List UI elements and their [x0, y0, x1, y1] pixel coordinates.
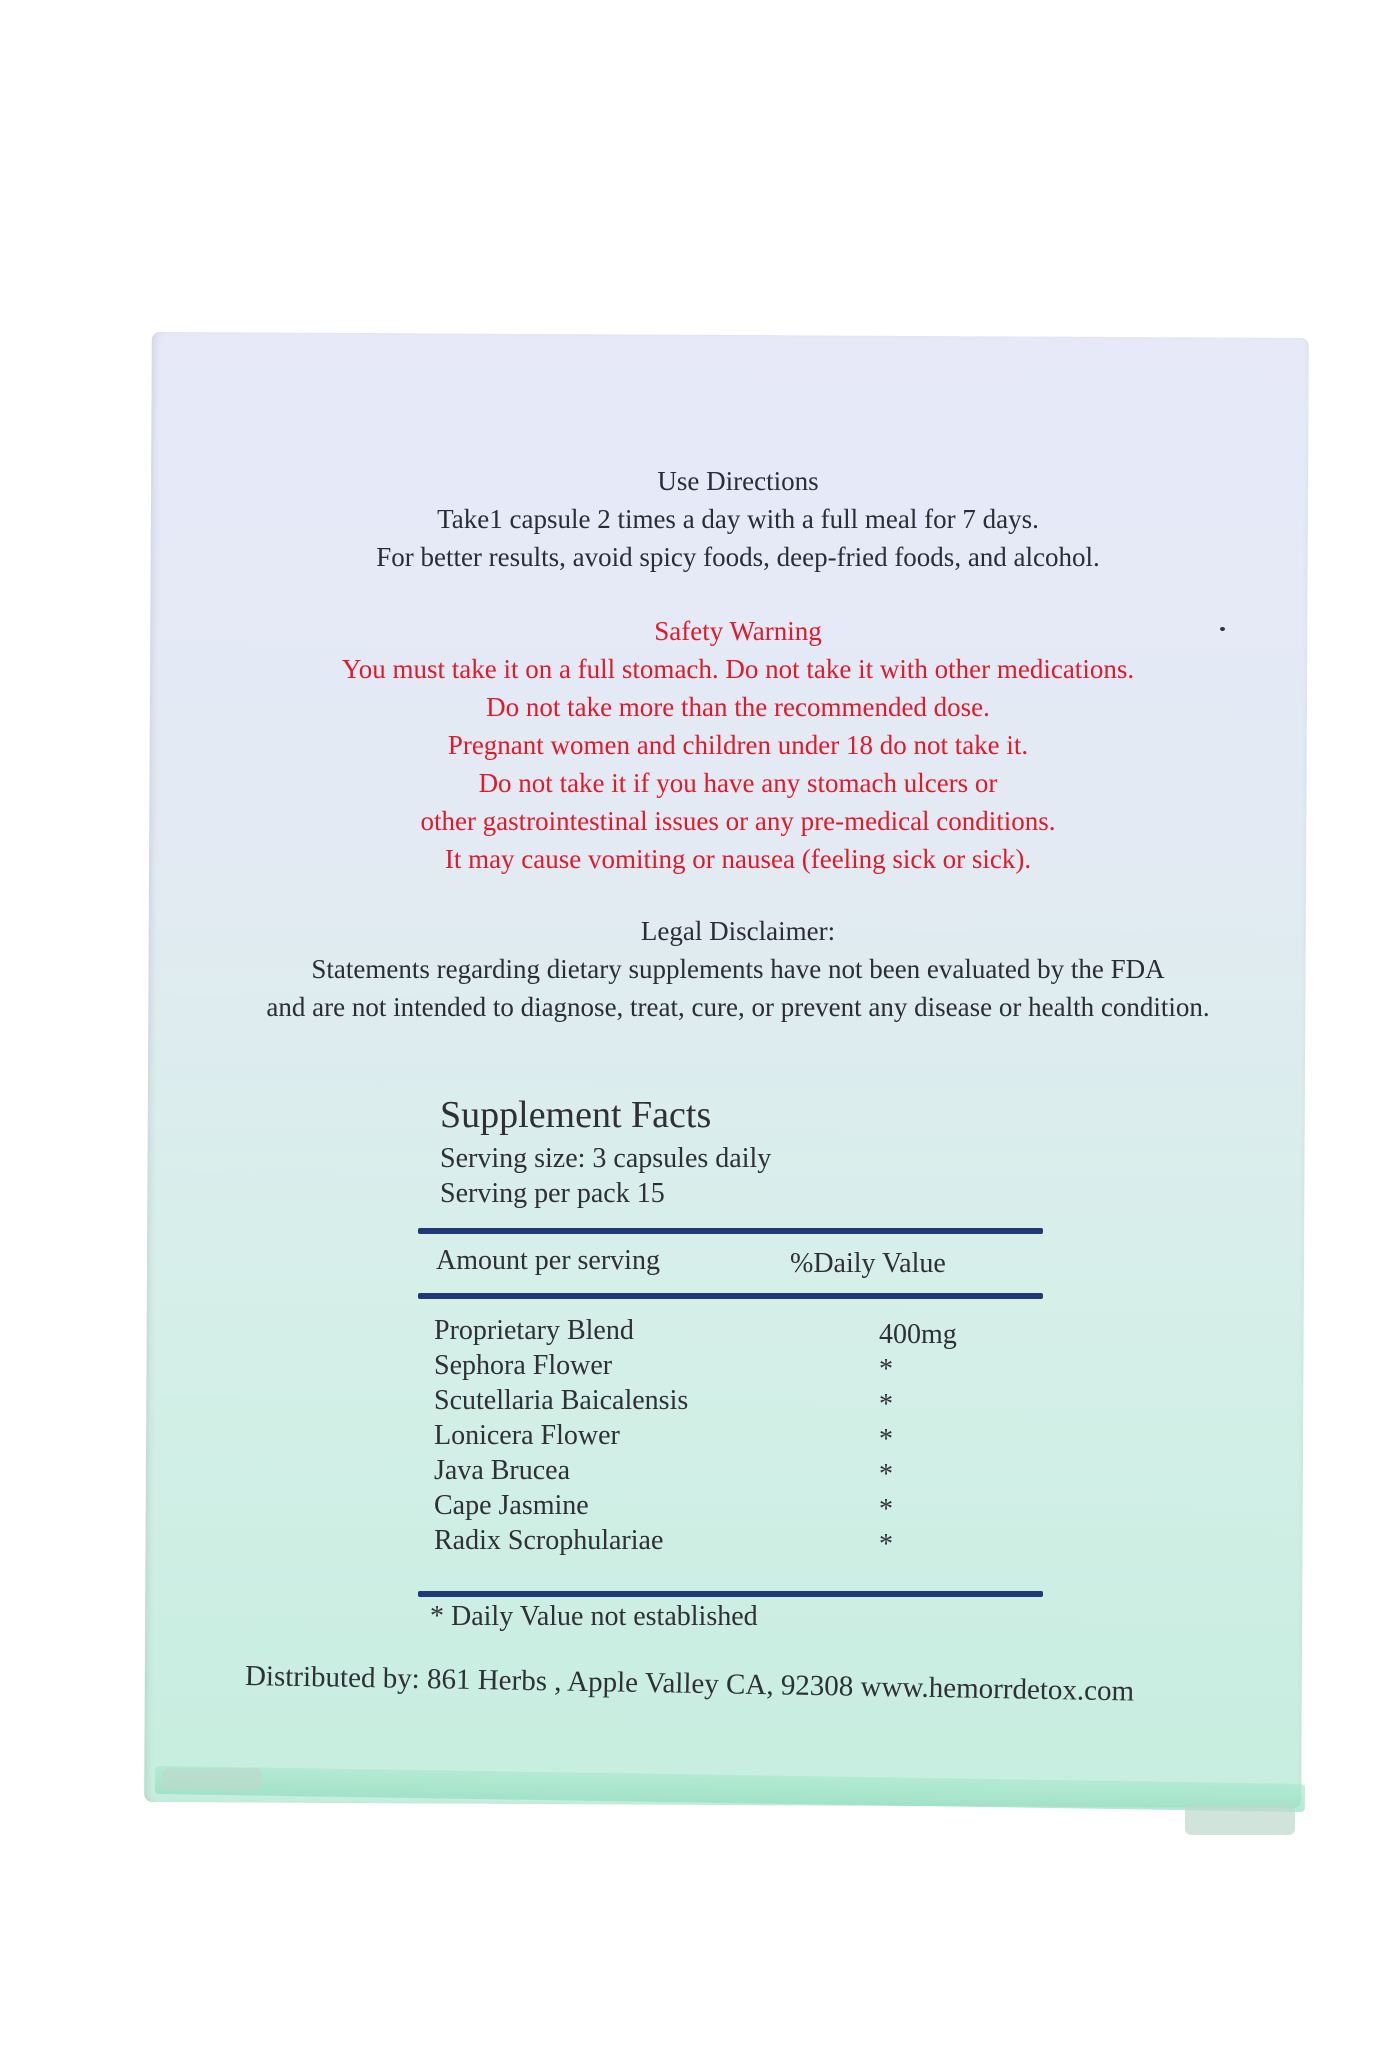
ingredient-value: *	[879, 1494, 893, 1525]
ingredient-name: Java Brucea	[434, 1455, 571, 1486]
daily-value-footnote: * Daily Value not established	[430, 1601, 758, 1632]
facts-rule-top	[418, 1228, 1043, 1234]
ingredient-name: Cape Jasmine	[434, 1490, 589, 1521]
ingredient-name: Sephora Flower	[434, 1350, 613, 1381]
ingredient-row	[434, 1525, 1034, 1560]
ingredient-value: 400mg	[879, 1319, 957, 1350]
legal-line: Statements regarding dietary supplements have not been evaluated by the FDA	[311, 954, 1165, 984]
ingredient-row	[434, 1385, 1034, 1420]
directions-line: For better results, avoid spicy foods, deep-fried foods, and alcohol.	[376, 542, 1100, 572]
legal-line: and are not intended to diagnose, treat, cure, or prevent any disease or health condition.	[266, 992, 1210, 1022]
facts-rule-middle	[418, 1293, 1043, 1299]
warning-line: Pregnant women and children under 18 do not take it.	[447, 730, 1029, 760]
warning-line: Do not take it if you have any stomach ulcers or	[478, 768, 998, 798]
ingredient-name: Proprietary Blend	[434, 1315, 634, 1346]
safety-warning-heading: Safety Warning	[654, 616, 822, 646]
ingredient-value: *	[879, 1424, 893, 1455]
safety-warning-section	[148, 612, 1328, 878]
distributor-info: Distributed by: 861 Herbs , Apple Valley CA, 92308 www.hemorrdetox.com	[244, 1660, 1135, 1708]
box-foot-right	[1185, 1805, 1295, 1835]
warning-line: You must take it on a full stomach. Do not take it with other medications.	[341, 654, 1135, 684]
ingredient-list	[434, 1315, 1034, 1560]
ingredient-row	[434, 1455, 1034, 1490]
use-directions-section	[148, 462, 1328, 576]
ingredient-row	[434, 1350, 1034, 1385]
ingredient-value: *	[879, 1389, 893, 1420]
supplement-facts-title: Supplement Facts	[440, 1094, 712, 1136]
warning-line: It may cause vomiting or nausea (feeling sick or sick).	[444, 844, 1032, 874]
warning-line: Do not take more than the recommended dose.	[486, 692, 990, 722]
ingredient-name: Radix Scrophulariae	[434, 1525, 664, 1556]
serving-per-pack: Serving per pack 15	[440, 1178, 665, 1209]
directions-line: Take1 capsule 2 times a day with a full meal for 7 days.	[437, 504, 1039, 534]
facts-rule-bottom	[418, 1591, 1043, 1597]
daily-value-header: %Daily Value	[790, 1248, 946, 1279]
ingredient-row	[434, 1490, 1034, 1525]
ingredient-name: Scutellaria Baicalensis	[434, 1385, 689, 1416]
box-foot-left	[162, 1768, 262, 1790]
amount-per-serving-header: Amount per serving	[436, 1245, 660, 1276]
ingredient-row	[434, 1315, 1034, 1350]
ingredient-value: *	[879, 1529, 893, 1560]
legal-disclaimer-section	[148, 912, 1328, 1026]
legal-disclaimer-heading: Legal Disclaimer:	[640, 916, 836, 946]
ingredient-name: Lonicera Flower	[434, 1420, 620, 1451]
serving-size: Serving size: 3 capsules daily	[440, 1143, 772, 1174]
ingredient-row	[434, 1420, 1034, 1455]
use-directions-heading: Use Directions	[657, 466, 819, 496]
ingredient-value: *	[879, 1459, 893, 1490]
warning-line: other gastrointestinal issues or any pre-medical conditions.	[420, 806, 1056, 836]
ingredient-value: *	[879, 1354, 893, 1385]
